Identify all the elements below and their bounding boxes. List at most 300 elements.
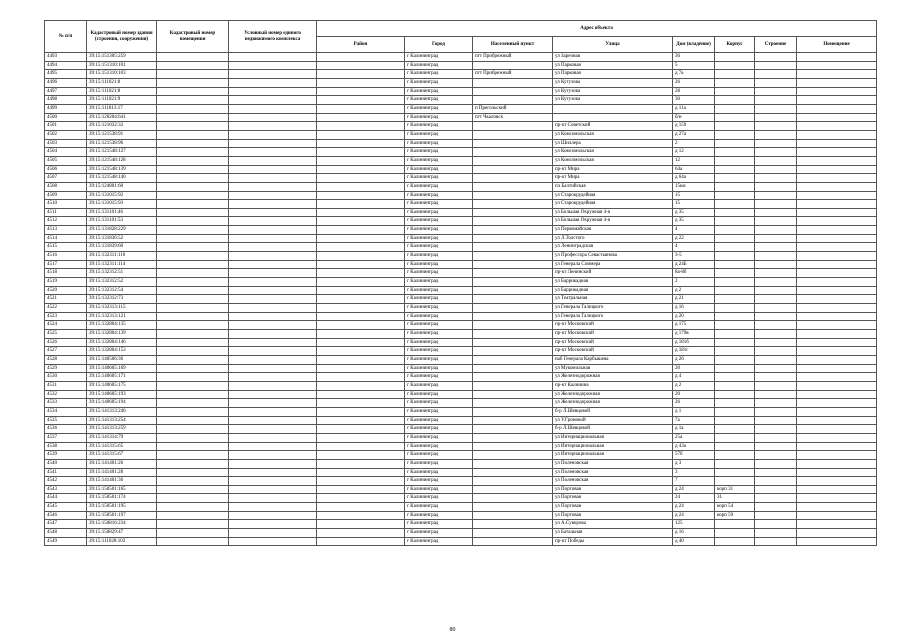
cell-city: г Калининград — [405, 511, 473, 520]
cell-complex — [229, 200, 317, 209]
cell-building — [755, 304, 797, 313]
cell-room — [797, 156, 877, 165]
cell-city: г Калининград — [405, 295, 473, 304]
cell-room — [797, 96, 877, 105]
cell-room — [797, 321, 877, 330]
cell-cadastral: 39:15:141401:26 — [87, 459, 157, 468]
table-row — [45, 200, 877, 209]
cell-number: 4518 — [45, 269, 87, 278]
cell-korpus — [715, 425, 755, 434]
cell-house: д 12 — [673, 148, 715, 157]
cell-korpus — [715, 321, 755, 330]
cell-cadastral: 39:15:132313:115 — [87, 304, 157, 313]
cell-room — [797, 113, 877, 122]
cell-city: г Калининград — [405, 104, 473, 113]
cell-number: 4507 — [45, 174, 87, 183]
cell-house: 8а-8б — [673, 269, 715, 278]
cell-complex — [229, 407, 317, 416]
cell-room — [797, 174, 877, 183]
cell-district — [317, 148, 405, 157]
table-row — [45, 537, 877, 546]
table-row — [45, 96, 877, 105]
cell-room-cadastral — [157, 503, 229, 512]
cell-korpus — [715, 70, 755, 79]
cell-house: д 24Б — [673, 260, 715, 269]
cell-city: г Калининград — [405, 278, 473, 287]
cell-room-cadastral — [157, 122, 229, 131]
cell-cadastral: 39:15:150501:195 — [87, 503, 157, 512]
cell-settlement — [473, 503, 553, 512]
cell-settlement — [473, 330, 553, 339]
cell-house: д 35 — [673, 208, 715, 217]
cell-number: 4531 — [45, 381, 87, 390]
table-row — [45, 364, 877, 373]
cell-district — [317, 304, 405, 313]
cell-room — [797, 520, 877, 529]
cell-building — [755, 234, 797, 243]
cell-settlement — [473, 347, 553, 356]
cell-house: 7а — [673, 416, 715, 425]
cell-settlement — [473, 468, 553, 477]
cell-building — [755, 70, 797, 79]
cell-house: д 159 — [673, 122, 715, 131]
cell-district — [317, 407, 405, 416]
cell-room — [797, 61, 877, 70]
cell-street: ул Баррикадная — [553, 286, 673, 295]
cell-settlement — [473, 234, 553, 243]
cell-korpus — [715, 260, 755, 269]
cell-street: б-р Л.Шевцовой — [553, 407, 673, 416]
cell-house: д 20 — [673, 312, 715, 321]
table-row — [45, 529, 877, 538]
cell-korpus — [715, 130, 755, 139]
cell-city: г Калининград — [405, 304, 473, 313]
table-row — [45, 511, 877, 520]
cell-room — [797, 503, 877, 512]
cell-complex — [229, 433, 317, 442]
col-address-group: Адрес объекта — [317, 21, 877, 37]
cell-cadastral: 39:15:150501:165 — [87, 485, 157, 494]
cell-number: 4538 — [45, 442, 87, 451]
cell-complex — [229, 442, 317, 451]
cell-settlement — [473, 407, 553, 416]
cell-city: г Калининград — [405, 113, 473, 122]
cell-room — [797, 468, 877, 477]
cell-district — [317, 226, 405, 235]
cell-city: г Калининград — [405, 321, 473, 330]
cell-street: пр-кт Московский — [553, 347, 673, 356]
cell-korpus — [715, 234, 755, 243]
cell-complex — [229, 390, 317, 399]
cell-complex — [229, 330, 317, 339]
cell-cadastral: 39:15:140605:194 — [87, 399, 157, 408]
cell-settlement — [473, 529, 553, 538]
cell-city: г Калининград — [405, 234, 473, 243]
cell-city: г Калининград — [405, 243, 473, 252]
cell-building — [755, 104, 797, 113]
cell-room-cadastral — [157, 234, 229, 243]
cell-house: д 16 — [673, 304, 715, 313]
cell-building — [755, 494, 797, 503]
cell-district — [317, 433, 405, 442]
cell-house: 24 — [673, 494, 715, 503]
cell-settlement — [473, 425, 553, 434]
cell-district — [317, 104, 405, 113]
cell-house: 57б — [673, 451, 715, 460]
cell-city: г Калининград — [405, 286, 473, 295]
cell-room-cadastral — [157, 278, 229, 287]
cell-city: г Калининград — [405, 122, 473, 131]
cell-room-cadastral — [157, 295, 229, 304]
cell-room — [797, 226, 877, 235]
cell-district — [317, 399, 405, 408]
cell-korpus — [715, 529, 755, 538]
cell-district — [317, 182, 405, 191]
cell-building — [755, 269, 797, 278]
table-row — [45, 78, 877, 87]
cell-street: ул Интернациональная — [553, 442, 673, 451]
cell-street — [553, 104, 673, 113]
cell-city: г Калининград — [405, 269, 473, 278]
cell-district — [317, 390, 405, 399]
cell-settlement: пгт Чкаловск — [473, 113, 553, 122]
cell-korpus — [715, 252, 755, 261]
cell-building — [755, 373, 797, 382]
cell-korpus — [715, 278, 755, 287]
cell-room-cadastral — [157, 529, 229, 538]
cell-street: ул У.Громовой — [553, 416, 673, 425]
cell-building — [755, 156, 797, 165]
cell-district — [317, 451, 405, 460]
cell-room — [797, 529, 877, 538]
cell-room — [797, 494, 877, 503]
cell-building — [755, 165, 797, 174]
cell-building — [755, 442, 797, 451]
cell-settlement — [473, 416, 553, 425]
cell-district — [317, 191, 405, 200]
cell-cadastral: 39:15:132804:146 — [87, 338, 157, 347]
cell-street: ул Кутузова — [553, 78, 673, 87]
cell-complex — [229, 226, 317, 235]
cell-number: 4546 — [45, 511, 87, 520]
cell-complex — [229, 485, 317, 494]
cell-korpus — [715, 61, 755, 70]
cell-complex — [229, 252, 317, 261]
cell-korpus — [715, 416, 755, 425]
cell-street: ул Баррикадная — [553, 278, 673, 287]
cell-city: г Калининград — [405, 442, 473, 451]
cell-city: г Калининград — [405, 87, 473, 96]
table-row — [45, 304, 877, 313]
table-row — [45, 122, 877, 131]
cell-building — [755, 390, 797, 399]
cell-complex — [229, 104, 317, 113]
cell-complex — [229, 122, 317, 131]
cell-building — [755, 217, 797, 226]
cell-cadastral: 39:15:141315:65 — [87, 442, 157, 451]
cell-cadastral: 39:15:141313:259 — [87, 425, 157, 434]
cell-korpus — [715, 174, 755, 183]
cell-settlement — [473, 78, 553, 87]
cell-number: 4514 — [45, 234, 87, 243]
cell-settlement: пгт Прибрежный — [473, 70, 553, 79]
cell-complex — [229, 312, 317, 321]
cell-city: г Калининград — [405, 70, 473, 79]
cell-district — [317, 278, 405, 287]
cell-korpus — [715, 96, 755, 105]
cell-district — [317, 355, 405, 364]
cell-room — [797, 53, 877, 62]
col-street: Улица — [553, 37, 673, 53]
cell-room — [797, 451, 877, 460]
cell-house: д 24 — [673, 485, 715, 494]
cell-building — [755, 295, 797, 304]
cell-house: 20 — [673, 390, 715, 399]
cell-room — [797, 87, 877, 96]
cell-cadastral: 39:15:132312:52 — [87, 278, 157, 287]
cell-settlement — [473, 433, 553, 442]
cell-house: 125 — [673, 520, 715, 529]
cell-room-cadastral — [157, 407, 229, 416]
cell-cadastral: 39:15:131015:93 — [87, 200, 157, 209]
cell-number: 4519 — [45, 278, 87, 287]
cell-district — [317, 234, 405, 243]
cell-building — [755, 468, 797, 477]
cell-settlement — [473, 537, 553, 546]
cell-number: 4512 — [45, 217, 87, 226]
cell-number: 4544 — [45, 494, 87, 503]
cell-complex — [229, 503, 317, 512]
page-number: 80 — [449, 627, 456, 633]
cell-house: 20 — [673, 364, 715, 373]
cell-cadastral: 39:15:111813:17 — [87, 104, 157, 113]
cell-house: 2 — [673, 278, 715, 287]
cell-city: г Калининград — [405, 494, 473, 503]
cell-cadastral: 39:15:121548:139 — [87, 165, 157, 174]
cell-building — [755, 243, 797, 252]
cell-city: г Калининград — [405, 260, 473, 269]
cell-room — [797, 295, 877, 304]
cell-cadastral: 39:15:111021:8 — [87, 78, 157, 87]
cell-building — [755, 399, 797, 408]
cell-room — [797, 243, 877, 252]
cell-number: 4511 — [45, 208, 87, 217]
cell-cadastral: 39:15:121538:96 — [87, 139, 157, 148]
cell-room — [797, 312, 877, 321]
table-row — [45, 347, 877, 356]
cell-street: ул Первомайская — [553, 226, 673, 235]
cell-cadastral: 39:15:132804:135 — [87, 321, 157, 330]
table-row — [45, 269, 877, 278]
cell-district — [317, 295, 405, 304]
cell-complex — [229, 468, 317, 477]
cell-room — [797, 165, 877, 174]
cell-settlement — [473, 295, 553, 304]
cell-number: 4540 — [45, 459, 87, 468]
cell-building — [755, 459, 797, 468]
cell-settlement — [473, 139, 553, 148]
cell-house: 26 — [673, 78, 715, 87]
col-house: Дом (владение) — [673, 37, 715, 53]
col-district: Район — [317, 37, 405, 53]
cell-city: г Калининград — [405, 53, 473, 62]
cell-room-cadastral — [157, 433, 229, 442]
table-row — [45, 104, 877, 113]
cell-settlement — [473, 130, 553, 139]
cell-complex — [229, 347, 317, 356]
cell-room — [797, 407, 877, 416]
cell-complex — [229, 130, 317, 139]
cell-city: г Калининград — [405, 139, 473, 148]
cell-settlement — [473, 321, 553, 330]
cell-city: г Калининград — [405, 208, 473, 217]
cell-cadastral: 39:15:121548:128 — [87, 156, 157, 165]
cell-number: 4532 — [45, 390, 87, 399]
cell-building — [755, 355, 797, 364]
cell-settlement — [473, 122, 553, 131]
cell-room — [797, 304, 877, 313]
table-row — [45, 217, 877, 226]
cell-house: д 27а — [673, 130, 715, 139]
cell-room-cadastral — [157, 364, 229, 373]
cell-district — [317, 260, 405, 269]
cell-building — [755, 529, 797, 538]
cell-korpus — [715, 347, 755, 356]
cell-number: 4517 — [45, 260, 87, 269]
table-header — [45, 21, 877, 53]
cell-settlement — [473, 364, 553, 373]
cell-house: д 24 — [673, 503, 715, 512]
cell-district — [317, 425, 405, 434]
cell-room — [797, 537, 877, 546]
cell-room — [797, 78, 877, 87]
cell-room — [797, 355, 877, 364]
cell-district — [317, 364, 405, 373]
cell-cadastral: 39:15:151310:103 — [87, 70, 157, 79]
cell-complex — [229, 269, 317, 278]
cell-settlement — [473, 312, 553, 321]
cell-cadastral: 39:15:121548:127 — [87, 148, 157, 157]
cell-district — [317, 96, 405, 105]
cell-city: г Калининград — [405, 312, 473, 321]
cell-complex — [229, 304, 317, 313]
cell-city: г Калининград — [405, 373, 473, 382]
cell-street: ул Старокрудейная — [553, 191, 673, 200]
cell-house: 4 — [673, 226, 715, 235]
cell-complex — [229, 520, 317, 529]
cell-complex — [229, 477, 317, 486]
table-row — [45, 286, 877, 295]
cell-district — [317, 165, 405, 174]
cell-complex — [229, 416, 317, 425]
cell-complex — [229, 425, 317, 434]
cell-number: 4501 — [45, 122, 87, 131]
cell-city: г Калининград — [405, 174, 473, 183]
cell-city: г Калининград — [405, 338, 473, 347]
cell-cadastral: 39:15:150816:234 — [87, 520, 157, 529]
cell-street: ул Поленовская — [553, 459, 673, 468]
cell-district — [317, 330, 405, 339]
cell-room — [797, 182, 877, 191]
cell-number: 4506 — [45, 165, 87, 174]
cell-city: г Калининград — [405, 468, 473, 477]
cell-district — [317, 381, 405, 390]
cell-korpus — [715, 520, 755, 529]
table-row — [45, 260, 877, 269]
cell-number: 4493 — [45, 53, 87, 62]
cell-street: ул Кутузова — [553, 96, 673, 105]
table-row — [45, 182, 877, 191]
col-korpus: Корпус — [715, 37, 755, 53]
cell-settlement — [473, 278, 553, 287]
cell-street: ул Интернациональная — [553, 433, 673, 442]
cell-cadastral: 39:15:141315:67 — [87, 451, 157, 460]
cell-settlement — [473, 399, 553, 408]
cell-complex — [229, 70, 317, 79]
cell-korpus — [715, 338, 755, 347]
cell-korpus — [715, 104, 755, 113]
cell-street: ул Генерала Соммера — [553, 260, 673, 269]
cell-settlement — [473, 381, 553, 390]
cell-city: г Калининград — [405, 200, 473, 209]
cell-district — [317, 53, 405, 62]
cell-street: ул Л.Толстого — [553, 234, 673, 243]
cell-city: г Калининград — [405, 330, 473, 339]
cell-street: ул Комсомольская — [553, 130, 673, 139]
cell-room-cadastral — [157, 53, 229, 62]
cell-number: 4549 — [45, 537, 87, 546]
cell-korpus — [715, 433, 755, 442]
cell-settlement — [473, 61, 553, 70]
cell-building — [755, 130, 797, 139]
cell-room-cadastral — [157, 312, 229, 321]
cell-number: 4516 — [45, 252, 87, 261]
cell-room-cadastral — [157, 477, 229, 486]
cell-street: ул Ленинградская — [553, 243, 673, 252]
cell-street: ул Портовая — [553, 503, 673, 512]
cell-district — [317, 269, 405, 278]
cell-number: 4521 — [45, 295, 87, 304]
cell-room — [797, 477, 877, 486]
cell-number: 4526 — [45, 338, 87, 347]
cell-building — [755, 96, 797, 105]
cell-room-cadastral — [157, 347, 229, 356]
registry-table — [44, 20, 877, 546]
cell-room-cadastral — [157, 252, 229, 261]
cell-building — [755, 200, 797, 209]
col-settlement: Населенный пункт — [473, 37, 553, 53]
cell-street: ул Шиллера — [553, 139, 673, 148]
cell-room-cadastral — [157, 87, 229, 96]
table-row — [45, 208, 877, 217]
cell-building — [755, 252, 797, 261]
cell-cadastral: 39:15:150501:197 — [87, 511, 157, 520]
cell-room-cadastral — [157, 226, 229, 235]
cell-building — [755, 191, 797, 200]
cell-house: 64а — [673, 165, 715, 174]
table-row — [45, 148, 877, 157]
cell-city: г Калининград — [405, 537, 473, 546]
cell-settlement — [473, 182, 553, 191]
cell-number: 4539 — [45, 451, 87, 460]
cell-number: 4545 — [45, 503, 87, 512]
cell-cadastral: 39:15:132311:114 — [87, 260, 157, 269]
cell-house: д 4 — [673, 373, 715, 382]
cell-house: д 2 — [673, 286, 715, 295]
cell-number: 4536 — [45, 425, 87, 434]
cell-complex — [229, 364, 317, 373]
cell-room — [797, 390, 877, 399]
